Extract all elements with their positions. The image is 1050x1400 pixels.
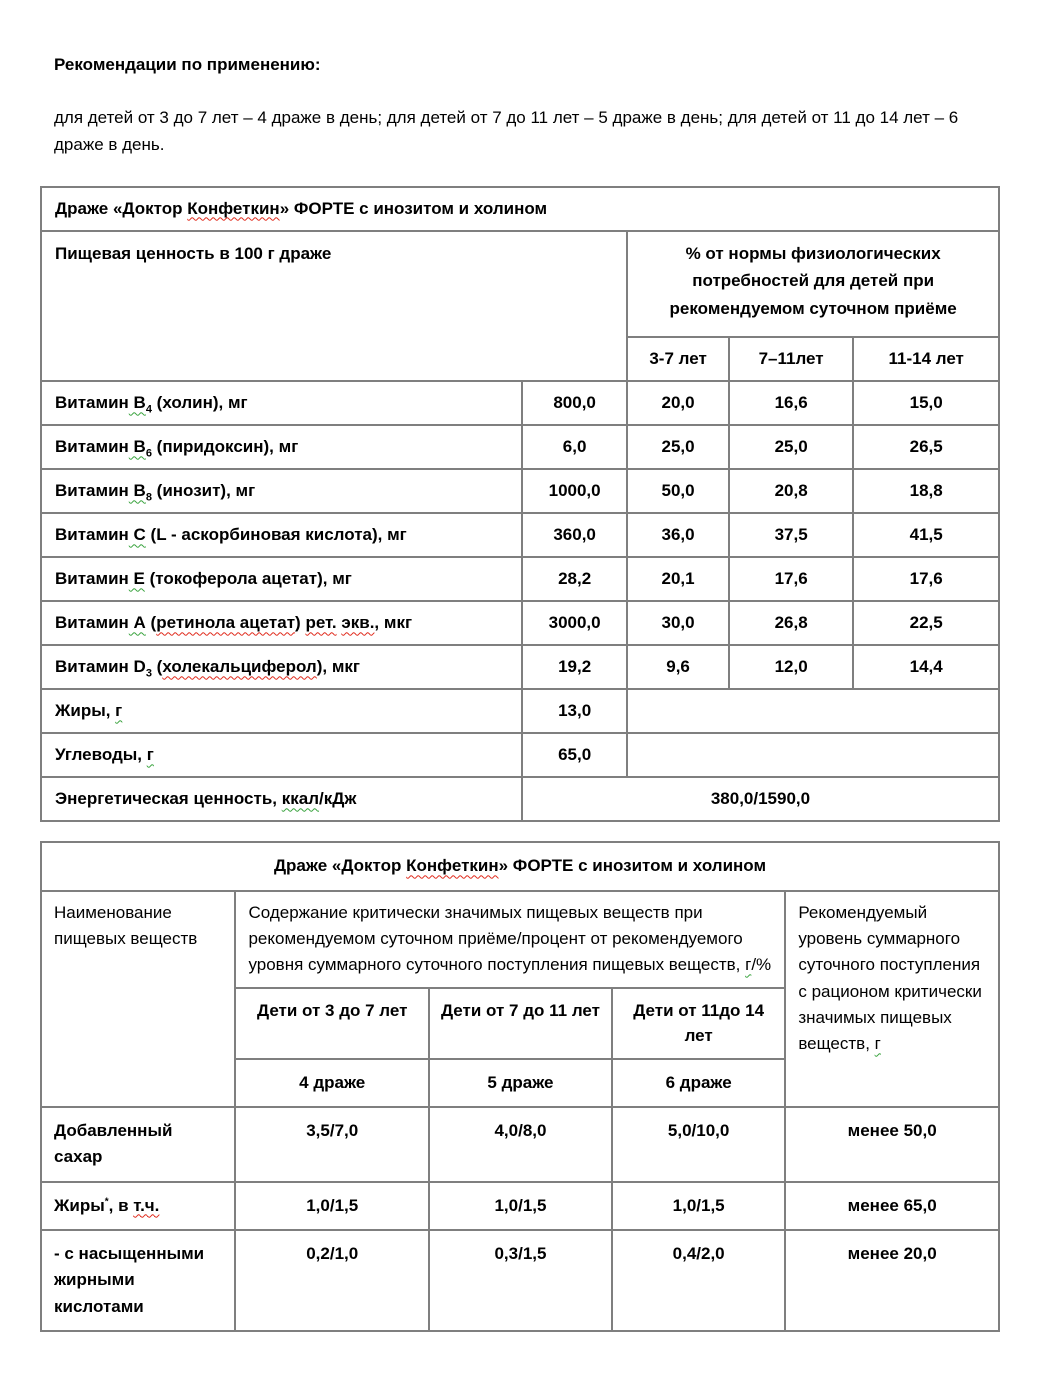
recommendations-heading: Рекомендации по применению: (54, 55, 321, 74)
table2-header-name: Наименование пищевых веществ (41, 891, 235, 1107)
row-value: 1000,0 (522, 469, 627, 513)
row-label: Витамин $В_6$ (пиридоксин), мг (41, 425, 522, 469)
row-percent-7-11: 26,8 (729, 601, 854, 645)
table-row (41, 601, 999, 645)
table2-header-content: Содержание критически значимых пищевых веществ при рекомендуемом суточном приёме/процент от рекомендуемого уровня суммарного суточного поступления пищевых веществ, г/% (235, 891, 785, 988)
row-percent-11-14: 22,5 (853, 601, 999, 645)
empty-merged-cell (627, 689, 999, 733)
dosage-paragraph: для детей от 3 до 7 лет – 4 драже в день; для детей от 7 до 11 лет – 5 драже в день; для детей от 11 до 14 лет – 6 драже в день. (54, 108, 959, 154)
table-row (41, 1107, 999, 1182)
row-value-11-14: 5,0/10,0 (612, 1107, 785, 1182)
row-value: 3000,0 (522, 601, 627, 645)
table1-header-row (41, 231, 999, 338)
row-percent-3-7: 36,0 (627, 513, 729, 557)
table2-product-title: Драже «Доктор Конфеткин» ФОРТЕ с инозитом и холином (41, 842, 999, 890)
table-row (41, 645, 999, 689)
row-percent-11-14: 17,6 (853, 557, 999, 601)
row-recommended-level: менее 50,0 (785, 1107, 999, 1182)
row-percent-3-7: 25,0 (627, 425, 729, 469)
row-percent-7-11: 37,5 (729, 513, 854, 557)
table-row (41, 381, 999, 425)
row-percent-11-14: 15,0 (853, 381, 999, 425)
row-value: 13,0 (522, 689, 627, 733)
empty-merged-cell (627, 733, 999, 777)
row-label: Витамин $В_4$ (холин), мг (41, 381, 522, 425)
age-col-7-11: 7–11лет (729, 337, 854, 381)
row-percent-3-7: 20,1 (627, 557, 729, 601)
row-percent-7-11: 12,0 (729, 645, 854, 689)
row-value-11-14: 0,4/2,0 (612, 1230, 785, 1331)
row-label: Витамин А (ретинола ацетат) рет. экв., мкг (41, 601, 522, 645)
row-value-3-7: 1,0/1,5 (235, 1182, 429, 1230)
row-label: Добавленный сахар (41, 1107, 235, 1182)
row-value: 360,0 (522, 513, 627, 557)
row-value: 6,0 (522, 425, 627, 469)
row-percent-11-14: 18,8 (853, 469, 999, 513)
dose-col-6: 6 драже (612, 1059, 785, 1107)
nutrition-value-table (40, 186, 1000, 823)
row-percent-7-11: 20,8 (729, 469, 854, 513)
row-label: Жиры, г (41, 689, 522, 733)
table1-header-nutrition: Пищевая ценность в 100 г драже (41, 231, 627, 382)
age-col-11-14: Дети от 11до 14 лет (612, 988, 785, 1059)
table1-header-percent-norm: % от нормы физиологических потребностей для детей при рекомендуемом суточном приёме (627, 231, 999, 338)
table2-title-row (41, 842, 999, 890)
dose-col-4: 4 драже (235, 1059, 429, 1107)
table2-header-row (41, 891, 999, 988)
table-row (41, 513, 999, 557)
row-percent-3-7: 30,0 (627, 601, 729, 645)
row-label: Витамин $D_3$ (холекальциферол), мкг (41, 645, 522, 689)
critical-substances-table (40, 841, 1000, 1332)
table-row (41, 1230, 999, 1331)
table1-product-title: Драже «Доктор Конфеткин» ФОРТЕ с инозитом и холином (41, 187, 999, 231)
row-label: Витамин Е (токоферола ацетат), мг (41, 557, 522, 601)
row-value: 28,2 (522, 557, 627, 601)
row-value: 65,0 (522, 733, 627, 777)
table-row (41, 557, 999, 601)
table2-header-recommended: Рекомендуемый уровень суммарного суточного поступления с рационом критически значимых пищевых веществ, г (785, 891, 999, 1107)
row-value-3-7: 0,2/1,0 (235, 1230, 429, 1331)
table-row (41, 425, 999, 469)
row-value-7-11: 4,0/8,0 (429, 1107, 612, 1182)
row-percent-11-14: 41,5 (853, 513, 999, 557)
row-percent-3-7: 9,6 (627, 645, 729, 689)
row-percent-7-11: 16,6 (729, 381, 854, 425)
energy-value: 380,0/1590,0 (522, 777, 999, 821)
row-value-11-14: 1,0/1,5 (612, 1182, 785, 1230)
table-row (41, 469, 999, 513)
age-col-7-11: Дети от 7 до 11 лет (429, 988, 612, 1059)
row-value: 19,2 (522, 645, 627, 689)
row-label: Углеводы, г (41, 733, 522, 777)
row-percent-7-11: 17,6 (729, 557, 854, 601)
row-percent-11-14: 14,4 (853, 645, 999, 689)
energy-label: Энергетическая ценность, ккал/кДж (41, 777, 522, 821)
row-percent-3-7: 20,0 (627, 381, 729, 425)
row-value-7-11: 0,3/1,5 (429, 1230, 612, 1331)
table1-title-row (41, 187, 999, 231)
row-value: 800,0 (522, 381, 627, 425)
table-row (41, 689, 999, 733)
row-label: Витамин С (L - аскорбиновая кислота), мг (41, 513, 522, 557)
dose-col-5: 5 драже (429, 1059, 612, 1107)
table-row (41, 1182, 999, 1230)
row-percent-3-7: 50,0 (627, 469, 729, 513)
row-percent-11-14: 26,5 (853, 425, 999, 469)
row-percent-7-11: 25,0 (729, 425, 854, 469)
row-recommended-level: менее 20,0 (785, 1230, 999, 1331)
row-label: Жиры*, в т.ч. (41, 1182, 235, 1230)
row-value-7-11: 1,0/1,5 (429, 1182, 612, 1230)
row-label: - с насыщенными жирными кислотами (41, 1230, 235, 1331)
age-col-3-7: Дети от 3 до 7 лет (235, 988, 429, 1059)
age-col-3-7: 3-7 лет (627, 337, 729, 381)
energy-row (41, 777, 999, 821)
row-label: Витамин $В_8$ (инозит), мг (41, 469, 522, 513)
age-col-11-14: 11-14 лет (853, 337, 999, 381)
row-value-3-7: 3,5/7,0 (235, 1107, 429, 1182)
row-recommended-level: менее 65,0 (785, 1182, 999, 1230)
table-row (41, 733, 999, 777)
